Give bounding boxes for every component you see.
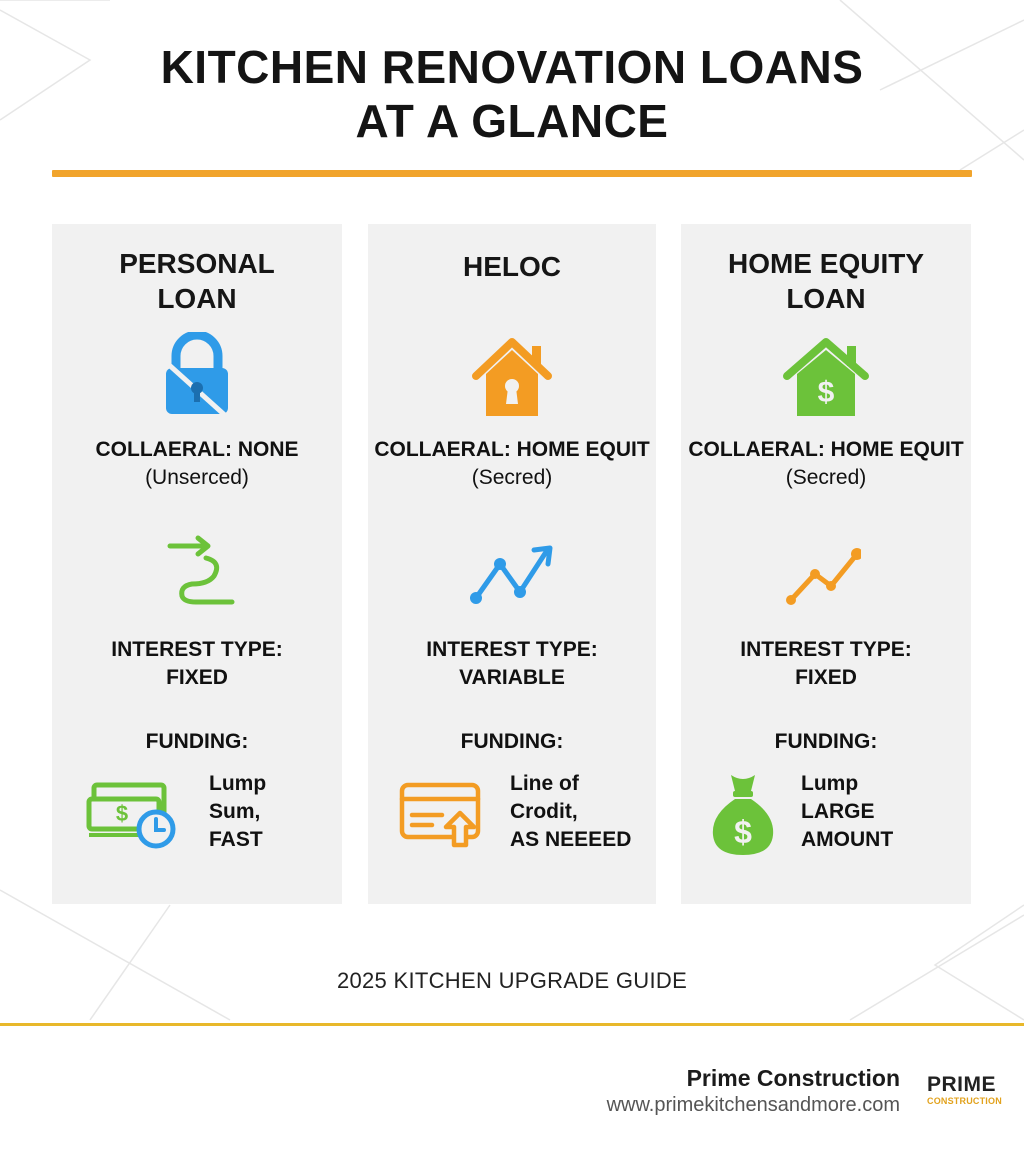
card-heading-line1: HOME EQUITY [727, 248, 924, 279]
funding-line: Line of [510, 772, 579, 795]
page-title-line1: KITCHEN RENOVATION LOANS [160, 41, 864, 93]
collateral-sub: (Secred) [785, 466, 867, 489]
funding-details [209, 770, 266, 854]
money-bag-icon [707, 769, 779, 859]
funding-line: Lump [801, 772, 859, 795]
company-name: Prime Construction [686, 1065, 900, 1091]
padlock-icon [162, 332, 232, 422]
company-url[interactable]: www.primekitchensandmore.com [606, 1094, 900, 1116]
interest-value: VARIABLE [459, 666, 565, 689]
guide-caption: 2025 KITCHEN UPGRADE GUIDE [336, 968, 688, 993]
collateral-label: COLLAERAL: HOME EQUIT [688, 438, 964, 461]
card-personal-loan [52, 224, 342, 904]
funding-line: Crodit, [510, 800, 578, 823]
funding-line: LARGE [801, 800, 875, 823]
svg-text:$: $ [817, 376, 835, 409]
interest-label: INTEREST TYPE: [740, 638, 912, 661]
funding-line: AS NEEEED [510, 828, 632, 851]
card-heading [368, 246, 656, 284]
card-heading-line2: LOAN [157, 283, 237, 314]
funding-details [510, 770, 631, 854]
collateral-info [681, 436, 971, 492]
card-heading-line1: PERSONAL [119, 248, 275, 279]
credit-card-arrow-icon [398, 769, 488, 854]
card-heading-line2: LOAN [786, 283, 866, 314]
funding-line: Lump [209, 772, 267, 795]
collateral-label: COLLAERAL: HOME EQUIT [374, 438, 650, 461]
collateral-sub: (Unserced) [145, 466, 249, 489]
interest-info [52, 636, 342, 692]
funding-label: FUNDING: [460, 730, 564, 753]
card-heading [52, 246, 342, 316]
card-heading [681, 246, 971, 316]
cash-clock-icon [86, 769, 176, 854]
company-logo [927, 1074, 1002, 1107]
card-heading-line1: HELOC [463, 251, 561, 282]
company-info [607, 1064, 900, 1118]
funding-label: FUNDING: [774, 730, 878, 753]
footer-divider [0, 1023, 1024, 1026]
interest-label: INTEREST TYPE: [111, 638, 283, 661]
svg-text:$: $ [115, 801, 129, 826]
interest-value: FIXED [166, 666, 228, 689]
page-title-line2: AT A GLANCE [355, 95, 669, 147]
card-home-equity-loan [681, 224, 971, 904]
arrow-loop-icon [162, 532, 242, 607]
house-dollar-icon [781, 332, 871, 422]
funding-line: Sum, [209, 800, 261, 823]
funding-line: AMOUNT [801, 828, 894, 851]
interest-value: FIXED [795, 666, 857, 689]
logo-line1: PRIME [927, 1073, 997, 1096]
collateral-info [368, 436, 656, 492]
trend-arrow-icon [468, 532, 558, 607]
page-title [0, 40, 1024, 148]
house-keyhole-icon [468, 332, 556, 422]
interest-info [368, 636, 656, 692]
collateral-info [52, 436, 342, 492]
logo-line2: CONSTRUCTION [927, 1096, 1002, 1106]
collateral-sub: (Secred) [471, 466, 553, 489]
svg-text:$: $ [734, 814, 752, 850]
title-divider [52, 170, 972, 177]
funding-details [801, 770, 893, 854]
funding-line: FAST [209, 828, 263, 851]
card-heloc [368, 224, 656, 904]
line-graph-icon [781, 532, 861, 607]
funding-label: FUNDING: [145, 730, 249, 753]
interest-info [681, 636, 971, 692]
interest-label: INTEREST TYPE: [426, 638, 598, 661]
collateral-label: COLLAERAL: NONE [95, 438, 299, 461]
